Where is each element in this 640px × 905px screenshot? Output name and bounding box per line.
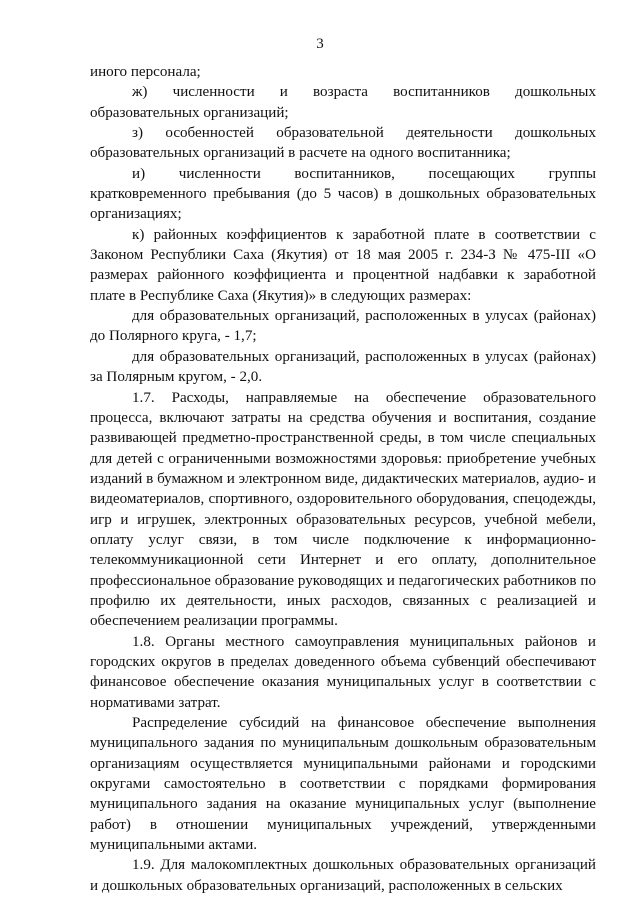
paragraph-item-z: з) особенностей образовательной деятельности дошкольных образовательных организаций в расчете на одного воспитанника; — [90, 125, 596, 162]
paragraph-continuation: иного персонала; — [90, 64, 201, 80]
paragraph-item-i: и) численности воспитанников, посещающих группы кратковременного пребывания (до 5 часов) в дошкольных образовательных организациях; — [90, 165, 596, 223]
paragraph-1-7: 1.7. Расходы, направляемые на обеспечение образовательного процесса, включают затраты на средства обучения и воспитания, создание развивающей предметно-пространственной среды, в том числе специальных для детей с ограниченными возможностями здоровья: приобретение учебных изданий в бумажном и электронном виде, дидактических материалов, аудио- и видеоматериалов, спортивного, оздоровительного оборудования, спецодежды, игр и игрушек, электронных образовательных ресурсов, учебной мебели, оплату услуг связи, в том числе подключение к информационно-телекоммуникационной сети Интернет и его оплату, дополнительное профессиональное образование руководящих и педагогических работников по профилю их деятельности, иных расходов, связанных с реализацией и обеспечением реализации программы. — [90, 389, 596, 630]
paragraph-coefficient-south: для образовательных организаций, расположенных в улусах (районах) до Полярного круга, - 1,7; — [90, 308, 596, 345]
document-body — [90, 62, 596, 896]
paragraph-item-k: к) районных коэффициентов к заработной плате в соответствии с Законом Республики Саха (Якутия) от 18 мая 2005 г. 234-З № 475-III «О размерах районного коэффициента и процентной надбавки к заработной плате в Республике Саха (Якутия)» в следующих размерах: — [90, 226, 596, 304]
paragraph-subsidy-distribution: Распределение субсидий на финансовое обеспечение выполнения муниципального задания по муниципальным дошкольным образовательным организациям осуществляется муниципальными районами и городскими округами самостоятельно в соответствии с порядками формирования муниципального задания на оказание муниципальных услуг (выполнение работ) в отношении муниципальных учреждений, утвержденными муниципальными актами. — [90, 715, 596, 854]
paragraph-1-9: 1.9. Для малокомплектных дошкольных образовательных организаций и дошкольных образовательных организаций, расположенных в сельских — [90, 857, 596, 894]
paragraph-item-zh: ж) численности и возраста воспитанников дошкольных образовательных организаций; — [90, 84, 596, 121]
paragraph-1-8: 1.8. Органы местного самоуправления муниципальных районов и городских округов в пределах доведенного объема субвенций обеспечивают финансовое обеспечение оказания муниципальных услуг в соответствии с нормативами затрат. — [90, 633, 596, 711]
paragraph-coefficient-north: для образовательных организаций, расположенных в улусах (районах) за Полярным кругом, - 2,0. — [90, 348, 596, 386]
page-number: 3 — [316, 36, 324, 52]
